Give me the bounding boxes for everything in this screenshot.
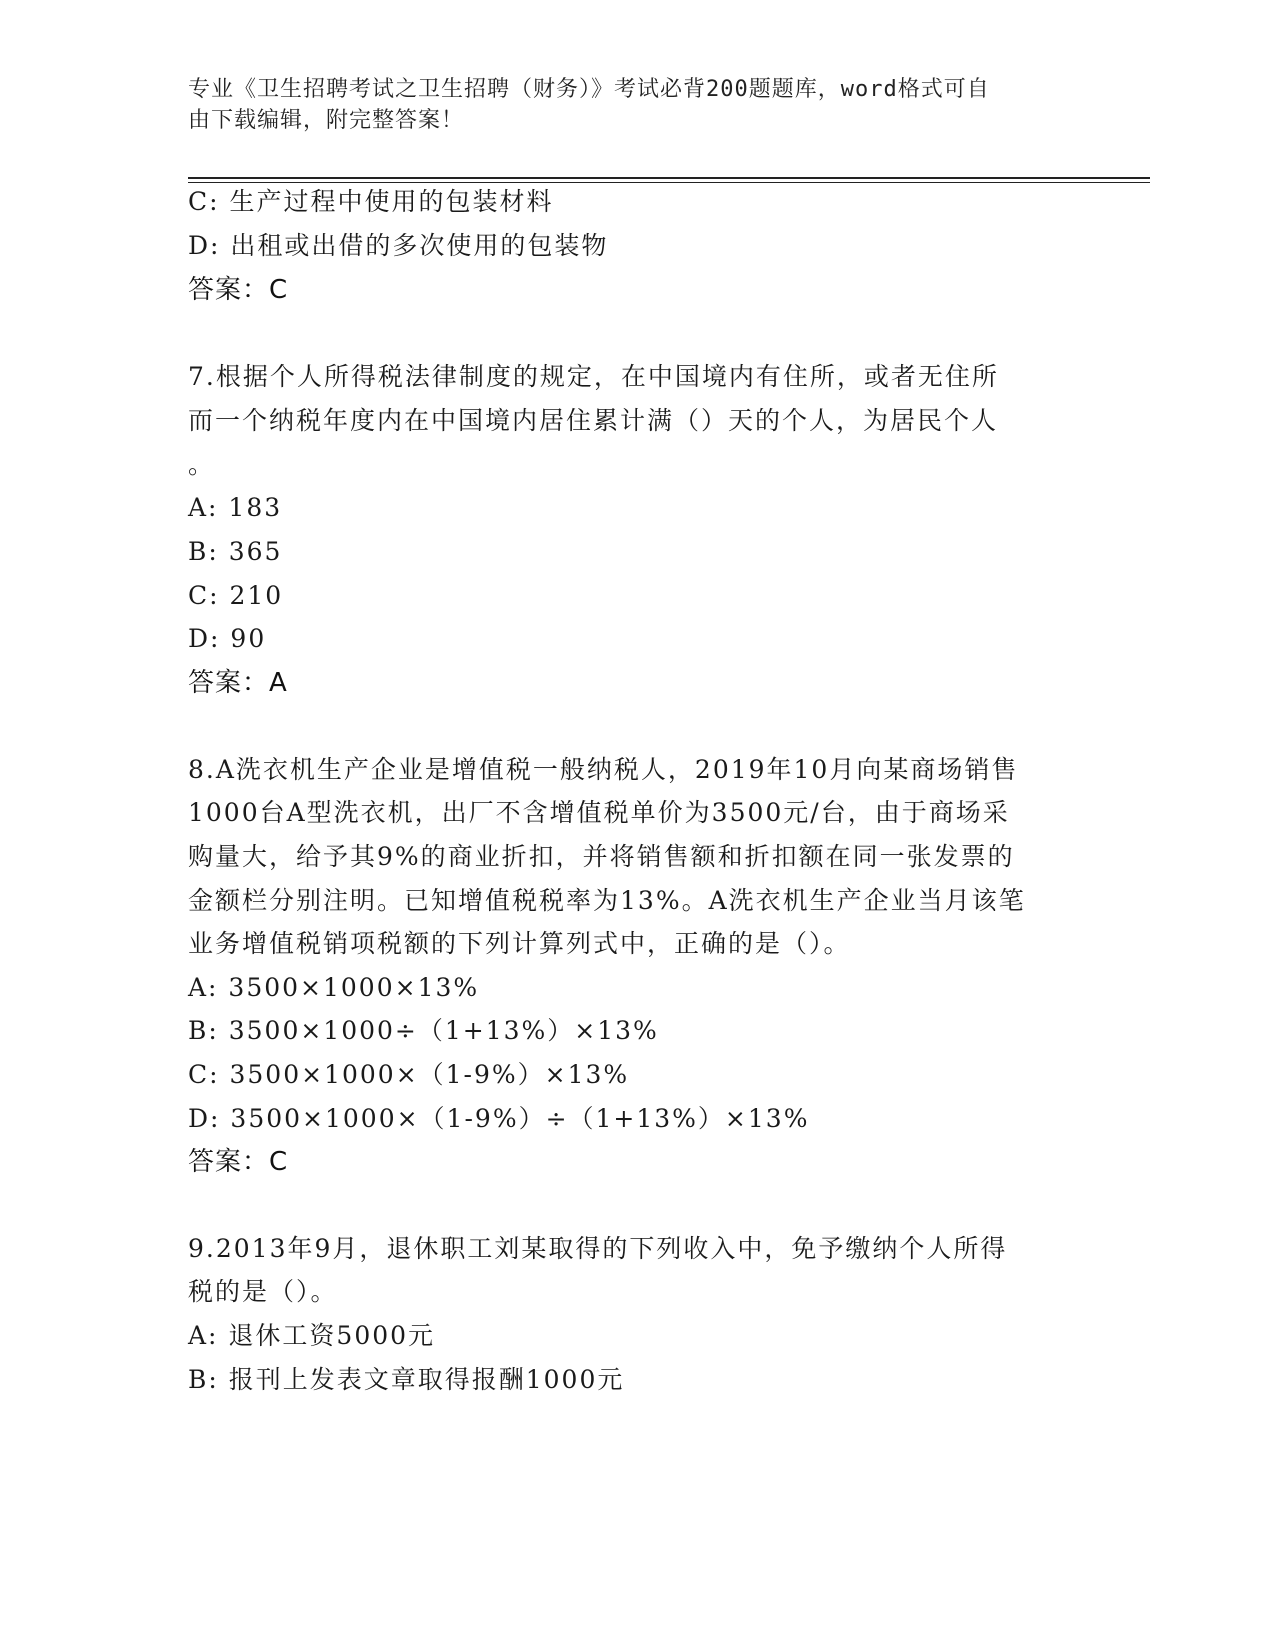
q8-stem-line-1: 8.A洗衣机生产企业是增值税一般纳税人，2019年10月向某商场销售 (188, 755, 1019, 784)
q8-stem-line-2: 1000台A型洗衣机，出厂不含增值税单价为3500元/台，由于商场采 (188, 798, 1010, 827)
q7-stem-line-2: 而一个纳税年度内在中国境内居住累计满（）天的个人，为居民个人 (188, 406, 999, 435)
q9-stem-line-1: 9.2013年9月，退休职工刘某取得的下列收入中，免予缴纳个人所得 (188, 1234, 1008, 1263)
document-header (188, 74, 1068, 136)
q7-option-c: C: 210 (188, 581, 284, 610)
q7-stem-line-3: 。 (188, 450, 216, 479)
header-rule-thin (188, 182, 1150, 183)
q6-answer: 答案：C (188, 275, 289, 305)
q8-stem-line-4: 金额栏分别注明。已知增值税税率为13%。A洗衣机生产企业当月该笔 (188, 886, 1026, 915)
q9-option-b: B: 报刊上发表文章取得报酬1000元 (188, 1365, 625, 1394)
q7-option-a: A: 183 (188, 493, 283, 522)
q9-stem-line-2: 税的是（）。 (188, 1277, 338, 1306)
q7-answer: 答案：A (188, 668, 288, 698)
q8-option-d: D: 3500×1000×（1-9%）÷（1+13%）×13% (188, 1104, 810, 1133)
q9-option-a: A: 退休工资5000元 (188, 1321, 436, 1350)
q7-stem-line-1: 7.根据个人所得税法律制度的规定，在中国境内有住所，或者无住所 (188, 362, 999, 391)
q8-stem-line-3: 购量大，给予其9%的商业折扣，并将销售额和折扣额在同一张发票的 (188, 842, 1015, 871)
q7-option-b: B: 365 (188, 537, 283, 566)
q6-option-c: C: 生产过程中使用的包装材料 (188, 187, 554, 216)
header-line-1: 专业《卫生招聘考试之卫生招聘（财务）》考试必背200题题库，word格式可自 (188, 77, 990, 102)
header-line-2: 由下载编辑，附完整答案！ (188, 108, 465, 133)
q8-option-b: B: 3500×1000÷（1+13%）×13% (188, 1016, 659, 1045)
q8-answer: 答案：C (188, 1147, 289, 1177)
header-rule-thick (188, 177, 1150, 179)
q7-option-d: D: 90 (188, 624, 267, 653)
q8-stem-line-5: 业务增值税销项税额的下列计算列式中，正确的是（）。 (188, 929, 851, 958)
q8-option-a: A: 3500×1000×13% (188, 973, 480, 1002)
q8-option-c: C: 3500×1000×（1-9%）×13% (188, 1060, 630, 1089)
q6-option-d: D: 出租或出借的多次使用的包装物 (188, 231, 609, 260)
